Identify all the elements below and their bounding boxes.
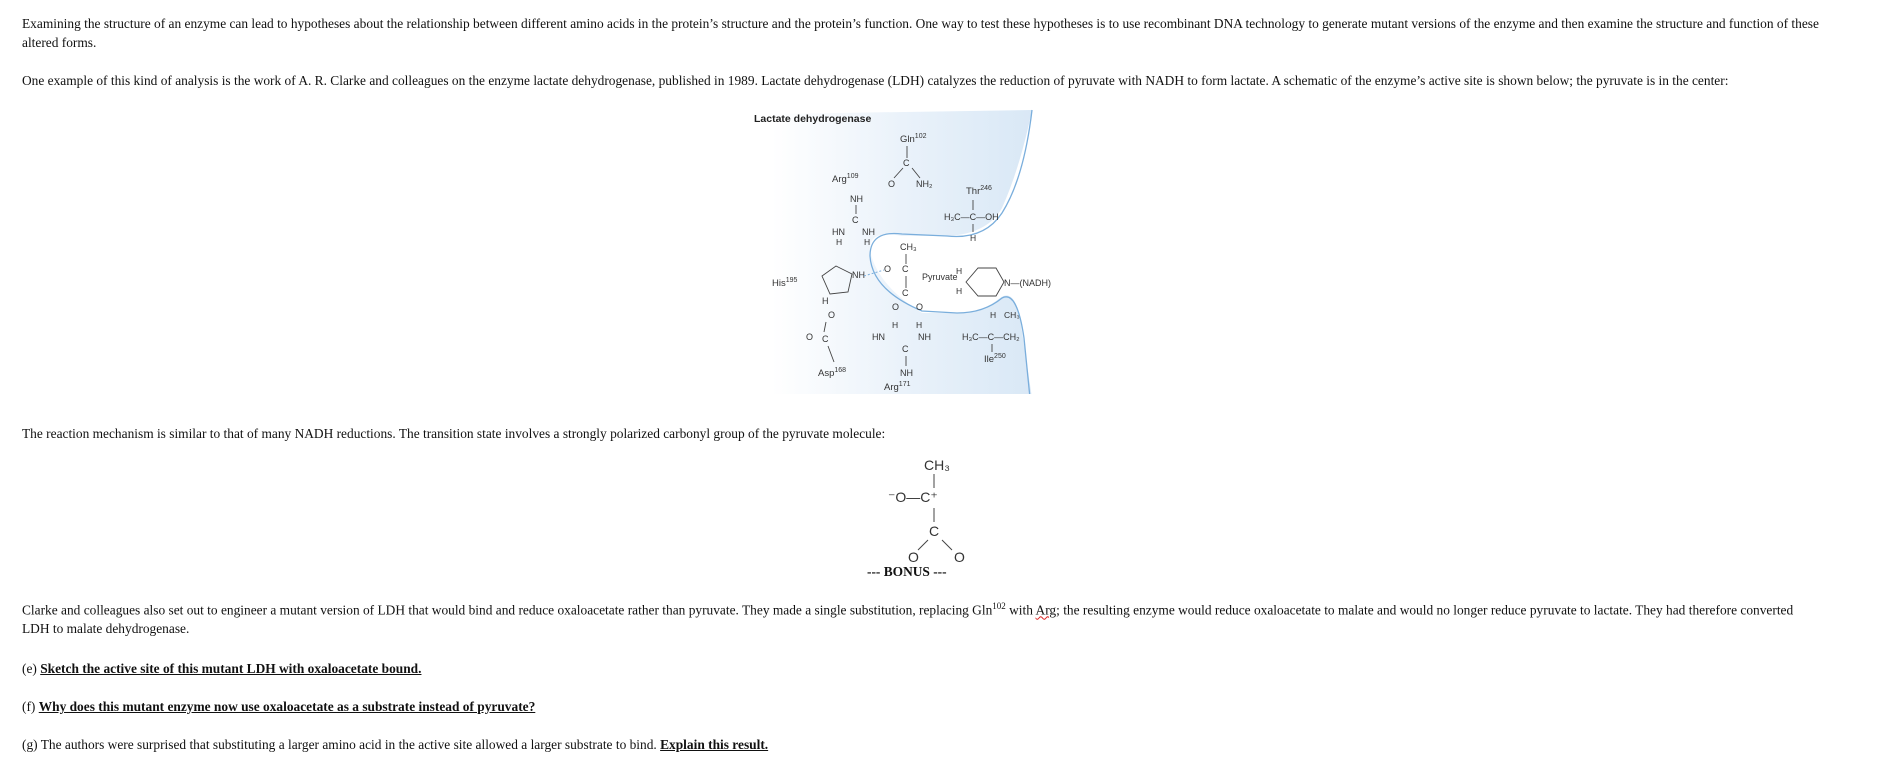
asp-o-top: O	[828, 310, 836, 320]
ts-carboxyl-c: C	[929, 523, 940, 539]
pyruvate-carboxyl-c: C	[902, 288, 909, 298]
arg109-nh-right: NH	[862, 227, 875, 237]
pyruvate-o-right: O	[916, 302, 924, 312]
gln-superscript: 102	[992, 601, 1006, 611]
ile-side-chain: H₃C—C—CH₂	[962, 332, 1020, 342]
ldh-active-site-figure	[752, 108, 1052, 394]
bonus-label: --- BONUS ---	[867, 564, 947, 579]
question-e-prefix: (e)	[22, 661, 41, 676]
figure-title: Lactate dehydrogenase	[754, 113, 872, 125]
his-number: 195	[785, 277, 798, 284]
ts-o-left: O	[908, 549, 919, 564]
arg109-hn: HN	[832, 227, 845, 237]
question-f-text: Why does this mutant enzyme now use oxaloacetate as a substrate instead of pyruvate?	[38, 699, 536, 714]
pyruvate-carbonyl-o: O	[884, 264, 892, 274]
thr-side-chain: H₃C—C—OH	[944, 212, 999, 222]
asp-number: 168	[834, 367, 847, 374]
question-g-text: Explain this result.	[660, 737, 769, 752]
pyruvate-label: Pyruvate	[922, 272, 958, 282]
arg171-c: C	[902, 344, 909, 354]
ile-h: H	[990, 310, 997, 320]
arg109-nh: NH	[850, 194, 863, 204]
mutant-text-c: ; the resulting enzyme would reduce oxaloacetate to malate and would no longer reduce pyruvate to lactate. They had therefore converted LDH to malate dehydrogenase.	[22, 602, 1794, 637]
mutant-text-a: Clarke and colleagues also set out to engineer a mutant version of LDH that would bind and reduce oxaloacetate rather than pyruvate. They made a single substitution, replacing Gln	[22, 602, 993, 618]
arg171-nh: NH	[900, 368, 913, 378]
asp-label: Asp	[818, 368, 835, 379]
document-body	[22, 14, 1822, 109]
arg171-number: 171	[898, 381, 911, 388]
mutant-paragraph	[22, 597, 1822, 638]
transition-state-diagram	[868, 452, 978, 564]
gln-number: 102	[914, 133, 927, 140]
arg109-label: Arg	[832, 174, 847, 185]
active-site-diagram	[752, 108, 1052, 394]
pyruvate-ch3: CH₃	[900, 242, 917, 252]
nadh-label: N—(NADH)	[1004, 278, 1051, 288]
ts-o-c: ⁻O—C⁺	[888, 489, 938, 505]
pyruvate-o-left: O	[892, 302, 900, 312]
arg109-h-right: H	[864, 237, 871, 247]
arg109-carbon: C	[852, 215, 859, 225]
transition-state-figure	[868, 452, 978, 564]
nadh-ring	[966, 268, 1004, 296]
intro-paragraph-1: Examining the structure of an enzyme can lead to hypotheses about the relationship between different amino acids in the protein’s structure and the protein’s function. One way to test these hypotheses is to use recombinant DNA technology to generate mutant versions of the enzyme and then examine the structure and function of these altered forms.	[22, 16, 1819, 50]
ts-ch3: CH₃	[924, 457, 950, 473]
thr-label: Thr	[966, 186, 981, 197]
question-e-text: Sketch the active site of this mutant LDH with oxaloacetate bound.	[40, 661, 422, 676]
question-f-prefix: (f)	[22, 699, 39, 714]
arg171-label: Arg	[884, 382, 899, 393]
mechanism-paragraph: The reaction mechanism is similar to that of many NADH reductions. The transition state involves a strongly polarized carbonyl group of the pyruvate molecule:	[22, 426, 886, 441]
arg171-h-left: H	[892, 320, 899, 330]
thr-h: H	[970, 233, 977, 243]
mutant-text-b: with	[1005, 602, 1036, 618]
ile-ch3: CH₃	[1004, 310, 1020, 320]
ts-o-right: O	[954, 549, 965, 564]
nadh-h-top: H	[956, 266, 963, 276]
gln-oxygen: O	[888, 179, 896, 189]
ile-label: Ile	[984, 354, 995, 365]
gln-nh2: NH₂	[916, 179, 933, 189]
pyruvate-carbonyl-c: C	[902, 264, 909, 274]
gln-label: Gln	[900, 134, 915, 145]
intro-paragraph-2: One example of this kind of analysis is the work of A. R. Clarke and colleagues on the enzyme lactate dehydrogenase, published in 1989. Lactate dehydrogenase (LDH) catalyzes the reduction of pyruvate with NADH to form lactate. A schematic of the enzyme’s active site is shown below; the pyruvate is in the center:	[22, 73, 1729, 88]
question-f	[22, 697, 535, 716]
his-label: His	[772, 278, 786, 289]
thr-number: 246	[980, 185, 992, 192]
nadh-h-bottom: H	[956, 286, 963, 296]
arg-word: Arg	[1035, 602, 1057, 618]
question-g	[22, 735, 768, 754]
arg109-h-left: H	[836, 237, 843, 247]
question-e	[22, 659, 421, 678]
question-g-prefix: (g) The authors were surprised that substituting a larger amino acid in the active site allowed a larger substrate to bind.	[22, 737, 661, 752]
arg171-hn: HN	[872, 332, 885, 342]
his-n: H	[822, 296, 829, 306]
arg171-nh-right: NH	[918, 332, 931, 342]
gln-carbon: C	[903, 158, 910, 168]
arg171-h-right: H	[916, 320, 923, 330]
his-nh: NH	[852, 270, 865, 280]
asp-c: C	[822, 334, 829, 344]
asp-o-left: O	[806, 332, 814, 342]
ile-number: 250	[994, 353, 1006, 360]
arg109-number: 109	[846, 173, 859, 180]
